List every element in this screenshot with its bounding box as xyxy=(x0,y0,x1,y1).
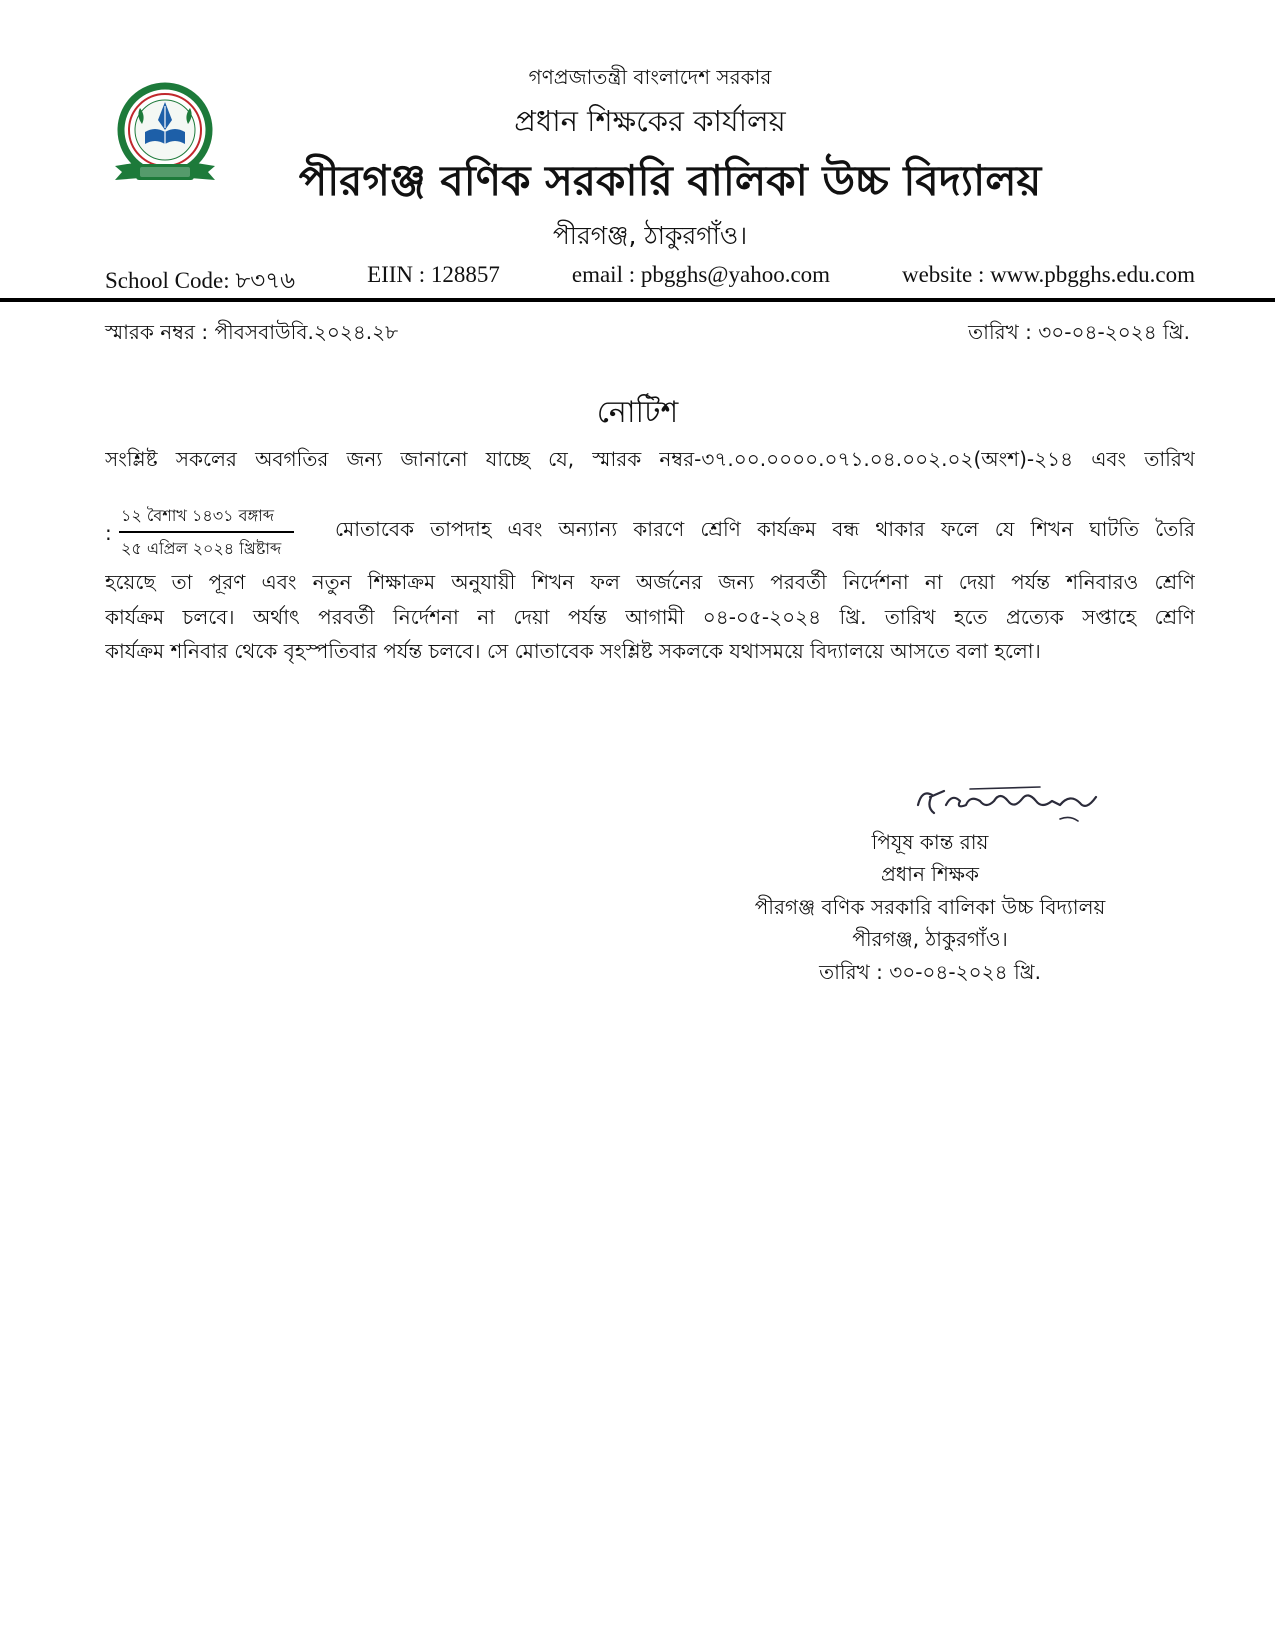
school-name-heading: পীরগঞ্জ বণিক সরকারি বালিকা উচ্চ বিদ্যালয় xyxy=(298,156,1042,205)
signatory-name: পিযূষ কান্ত রায় xyxy=(871,830,989,854)
school-location: পীরগঞ্জ, ঠাকুরগাঁও। xyxy=(552,221,748,250)
date-english: ২৫ এপ্রিল ২০২৪ খ্রিষ্টাব্দ xyxy=(121,539,282,558)
header-divider xyxy=(0,298,1275,302)
school-code: School Code: ৮৩৭৬ xyxy=(105,268,296,293)
reference-date-fraction xyxy=(105,503,305,563)
school-info-row xyxy=(105,262,1195,301)
notice-line-5: কার্যক্রম শনিবার থেকে বৃহস্পতিবার পর্যন্ত চলবে। সে মোতাবেক সংশ্লিষ্ট সকলকে যথাসময়ে বিদ্যালয়ে আসতে বলা হলো। xyxy=(105,639,1041,663)
notice-title: নোটিশ xyxy=(596,395,679,430)
notice-line-2: মোতাবেক তাপদাহ এবং অন্যান্য কারণে শ্রেণি কার্যক্রম বন্ধ থাকার ফলে যে শিখন ঘাটতি তৈরি xyxy=(335,517,1195,541)
signatory-designation: প্রধান শিক্ষক xyxy=(881,862,979,886)
memo-date: তারিখ : ৩০-০৪-২০২৪ খ্রি. xyxy=(968,320,1190,344)
notice-line-4: কার্যক্রম চলবে। অর্থাৎ পরবর্তী নির্দেশনা না দেয়া পর্যন্ত আগামী ০৪-০৫-২০২৪ খ্রি. তারিখ হতে প্রত্যেক সপ্তাহে শ্রেণি xyxy=(105,605,1195,629)
headmaster-signature xyxy=(910,775,1110,830)
signatory-institution: পীরগঞ্জ বণিক সরকারি বালিকা উচ্চ বিদ্যালয় xyxy=(754,895,1106,919)
notice-line-1: সংশ্লিষ্ট সকলের অবগতির জন্য জানানো যাচ্ছে যে, স্মারক নম্বর-৩৭.০০.০০০০.০৭১.০৪.০০২.০২(অংশ)-২১৪ এবং তারিখ xyxy=(105,447,1195,471)
fraction-divider xyxy=(119,531,294,533)
memo-number: স্মারক নম্বর : পীবসবাউবি.২০২৪.২৮ xyxy=(105,320,399,344)
school-logo xyxy=(110,80,220,200)
government-heading: গণপ্রজাতন্ত্রী বাংলাদেশ সরকার xyxy=(528,65,772,89)
signatory-location: পীরগঞ্জ, ঠাকুরগাঁও। xyxy=(852,927,1008,951)
notice-line-3: হয়েছে তা পূরণ এবং নতুন শিক্ষাক্রম অনুযায়ী শিখন ফল অর্জনের জন্য পরবর্তী নির্দেশনা না দেয়া পর্যন্ত শনিবারও শ্রেণি xyxy=(105,570,1195,594)
eiin-number: EIIN : 128857 xyxy=(367,262,500,287)
date-colon: : xyxy=(105,521,112,545)
date-bangla: ১২ বৈশাখ ১৪৩১ বঙ্গাব্দ xyxy=(121,506,274,525)
office-heading: প্রধান শিক্ষকের কার্যালয় xyxy=(514,104,786,138)
website-address: website : www.pbgghs.edu.com xyxy=(901,262,1195,287)
email-address: email : pbgghs@yahoo.com xyxy=(571,262,831,287)
signatory-date: তারিখ : ৩০-০৪-২০২৪ খ্রি. xyxy=(819,960,1041,984)
